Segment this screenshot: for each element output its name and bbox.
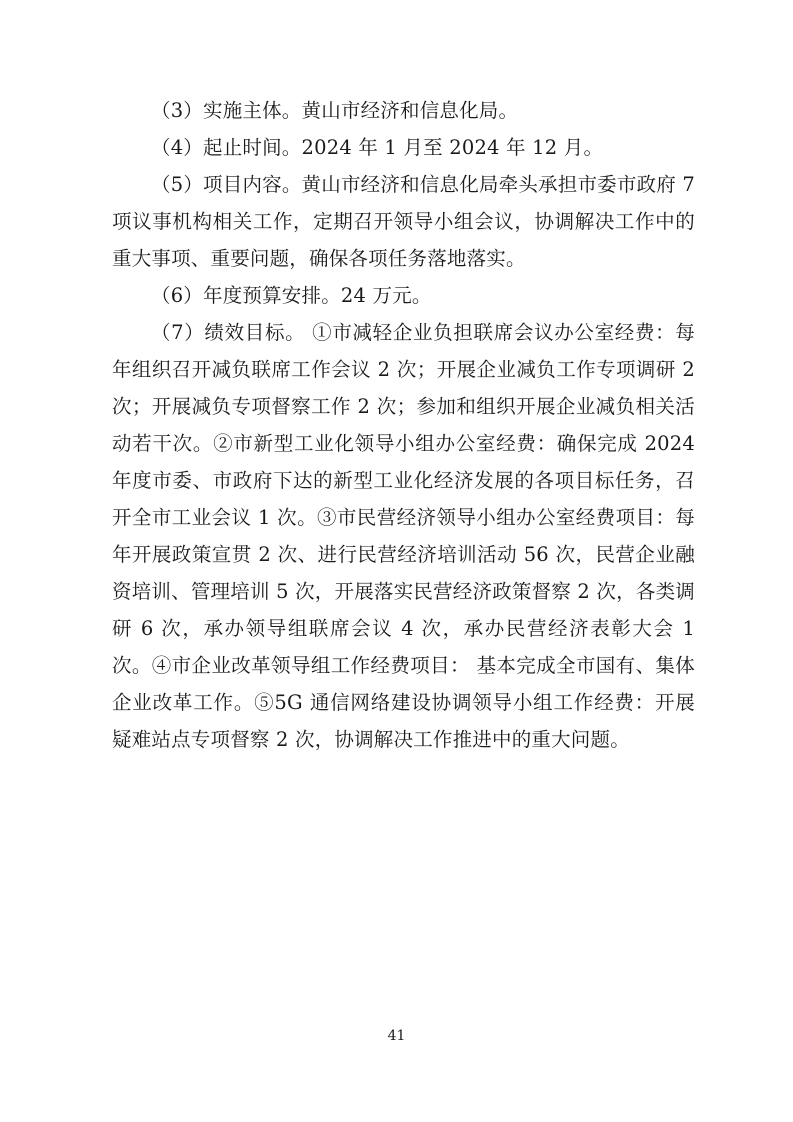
paragraph-3: （3）实施主体。黄山市经济和信息化局。 bbox=[151, 99, 519, 122]
paragraph-6: （6）年度预算安排。24 万元。 bbox=[151, 284, 432, 307]
document-body bbox=[112, 92, 695, 758]
paragraph-5: （5）项目内容。黄山市经济和信息化局牵头承担市委市政府 7 项议事机构相关工作，定期召开领导小组会议，协调解决工作中的重大事项、重要问题，确保各项任务落地落实。 bbox=[112, 173, 695, 270]
paragraph-7: （7）绩效目标。 ①市减轻企业负担联席会议办公室经费：每年组织召开减负联席工作会议 2 次；开展企业减负工作专项调研 2 次；开展减负专项督察工作 2 次；参加和组织开展企业减负相关活动若干次。②市新型工业化领导小组办公室经费：确保完成 2024 年度市委、市政府下达的新型工业化经济发展的各项目标任务，召开全市工业会议 1 次。③市民营经济领导小组办公室经费项目：每年开展政策宣贯 2 次、进行民营经济培训活动 56 次，民营企业融资培训、管理培训 5 次，开展落实民营经济政策督察 2 次，各类调研 6 次，承办领导组联席会议 4 次，承办民营经济表彰大会 1 次。④市企业改革领导组工作经费项目： 基本完成全市国有、集体企业改革工作。⑤5G 通信网络建设协调领导小组工作经费：开展疑难站点专项督察 2 次，协调解决工作推进中的重大问题。 bbox=[112, 321, 695, 751]
page-number: 41 bbox=[387, 1028, 406, 1044]
paragraph-4: （4）起止时间。2024 年 1 月至 2024 年 12 月。 bbox=[151, 136, 604, 159]
